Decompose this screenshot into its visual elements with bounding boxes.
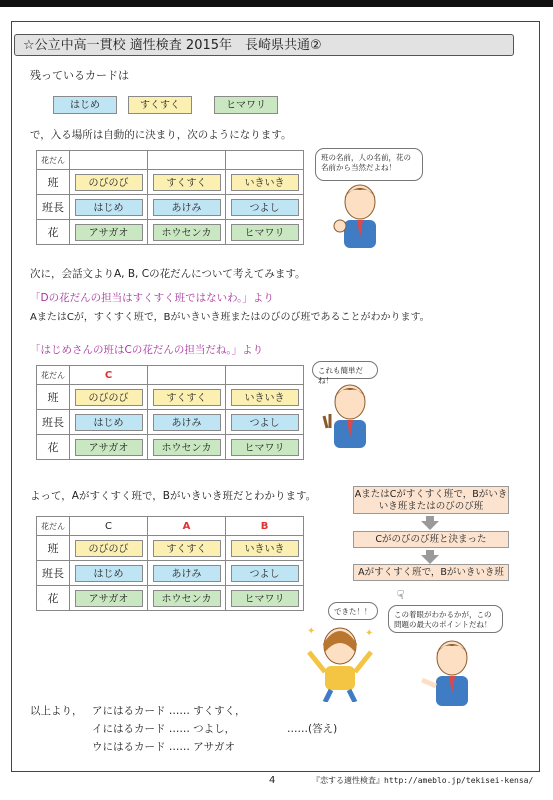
- remaining-card-hajime: はじめ: [53, 96, 117, 114]
- table1-hancho-3: つよし: [231, 199, 299, 216]
- conclusion-line-u: ウにはるカード …… アサガオ: [92, 741, 235, 753]
- row-label-hancho: 班長: [37, 410, 70, 435]
- page-number: 4: [269, 775, 276, 786]
- table1-header-3: [226, 151, 304, 170]
- conclusion-line-a: アにはるカード …… すくすく，: [92, 705, 246, 717]
- quote-2: 「はじめさんの班はCの花だんの担当だね。」より: [30, 344, 264, 356]
- row-label-hana: 花: [37, 586, 70, 611]
- table3-hana-3: ヒマワリ: [231, 590, 299, 607]
- row-label-hancho: 班長: [37, 195, 70, 220]
- flow-step-1: AまたはCがすくすく班で，Bがいきいき班またはのびのび班: [353, 486, 509, 514]
- row-label-han: 班: [37, 170, 70, 195]
- row-label-hana: 花: [37, 435, 70, 460]
- table2-hana-3: ヒマワリ: [231, 439, 299, 456]
- flow-step-3: Aがすくすく班で，Bがいきいき班: [353, 564, 509, 581]
- footer-credit: 『恋する適性検査』http://ameblo.jp/tekisei-kensa/: [312, 776, 534, 785]
- table1-han-2: すくすく: [153, 174, 221, 191]
- row-label-kadan: 花だん: [37, 151, 70, 170]
- boy-thumbs-up-illustration: [330, 180, 390, 250]
- table3-hana-1: アサガオ: [75, 590, 143, 607]
- table1-hancho-2: あけみ: [153, 199, 221, 216]
- table2-han-2: すくすく: [153, 389, 221, 406]
- table1-han-1: のびのび: [75, 174, 143, 191]
- table3-hancho-1: はじめ: [75, 565, 143, 582]
- table3-header-2: A: [148, 517, 226, 536]
- sentence-2: 次に，会話文よりA, B, Cの花だんについて考えてみます。: [30, 268, 306, 280]
- row-label-han: 班: [37, 385, 70, 410]
- answer-label: ……(答え): [287, 723, 338, 735]
- table1-hancho-1: はじめ: [75, 199, 143, 216]
- table3-hancho-2: あけみ: [153, 565, 221, 582]
- row-label-hana: 花: [37, 220, 70, 245]
- flow-arrow-2: [421, 555, 439, 564]
- table2-han-1: のびのび: [75, 389, 143, 406]
- speech-bubble-3: できた！！: [328, 602, 378, 620]
- boy-pointing-illustration: [420, 636, 480, 710]
- remaining-card-himawari: ヒマワリ: [214, 96, 278, 114]
- flow-arrow-1: [421, 521, 439, 530]
- table3-han-3: いきいき: [231, 540, 299, 557]
- sentence-3: AまたはCが，すくすく班で，Bがいきいき班またはのびのび班であることがわかります。: [30, 312, 430, 323]
- row-label-kadan: 花だん: [37, 366, 70, 385]
- speech-bubble-1: 班の名前，人の名前，花の名前から当然だよね！: [315, 148, 423, 181]
- table3-hana-2: ホウセンカ: [153, 590, 221, 607]
- page-title: ☆公立中高一貫校 適性検査 2015年 長崎県共通②: [14, 34, 514, 56]
- row-label-hancho: 班長: [37, 561, 70, 586]
- table1-hana-1: アサガオ: [75, 224, 143, 241]
- boy-peace-sign-illustration: [318, 380, 378, 450]
- table2-hana-2: ホウセンカ: [153, 439, 221, 456]
- table2-han-3: いきいき: [231, 389, 299, 406]
- table2-hancho-2: あけみ: [153, 414, 221, 431]
- speech-bubble-4: この着眼がわかるかが，この問題の最大のポイントだね！: [388, 605, 503, 633]
- sentence-4: よって，Aがすくすく班で，Bがいきいき班だとわかります。: [30, 490, 317, 502]
- table1-header-1: [70, 151, 148, 170]
- table3-hancho-3: つよし: [231, 565, 299, 582]
- table1-han-3: いきいき: [231, 174, 299, 191]
- table3-header-1: C: [70, 517, 148, 536]
- svg-text:✦: ✦: [307, 626, 316, 637]
- quote-1: 「Dの花だんの担当はすくすく班ではないわ。」より: [30, 292, 274, 304]
- svg-text:✦: ✦: [365, 628, 374, 639]
- assignment-table-1: [36, 150, 304, 245]
- top-bar: [0, 0, 553, 7]
- table3-header-3: B: [226, 517, 304, 536]
- remaining-card-sukusuku: すくすく: [128, 96, 192, 114]
- flow-step-2: Cがのびのび班と決まった: [353, 531, 509, 548]
- speech-bubble-2: これも簡単だね！: [312, 361, 378, 379]
- table1-header-2: [148, 151, 226, 170]
- table1-hana-2: ホウセンカ: [153, 224, 221, 241]
- table3-han-1: のびのび: [75, 540, 143, 557]
- table3-han-2: すくすく: [153, 540, 221, 557]
- table2-header-2: [148, 366, 226, 385]
- table2-hancho-1: はじめ: [75, 414, 143, 431]
- assignment-table-2: [36, 365, 304, 460]
- table2-header-1: C: [70, 366, 148, 385]
- pointing-hand-icon: ☟: [397, 588, 405, 602]
- assignment-table-3: [36, 516, 304, 611]
- row-label-han: 班: [37, 536, 70, 561]
- intro-text: 残っているカードは: [30, 69, 129, 82]
- sentence-1: で，入る場所は自動的に決まり，次のようになります。: [30, 129, 292, 141]
- conclusion-line-i: イにはるカード …… つよし，: [92, 723, 236, 735]
- table1-hana-3: ヒマワリ: [231, 224, 299, 241]
- table2-hancho-3: つよし: [231, 414, 299, 431]
- table2-hana-1: アサガオ: [75, 439, 143, 456]
- table2-header-3: [226, 366, 304, 385]
- conclusion-prefix: 以上より，: [30, 705, 83, 717]
- row-label-kadan: 花だん: [37, 517, 70, 536]
- girl-cheering-illustration: [305, 622, 375, 702]
